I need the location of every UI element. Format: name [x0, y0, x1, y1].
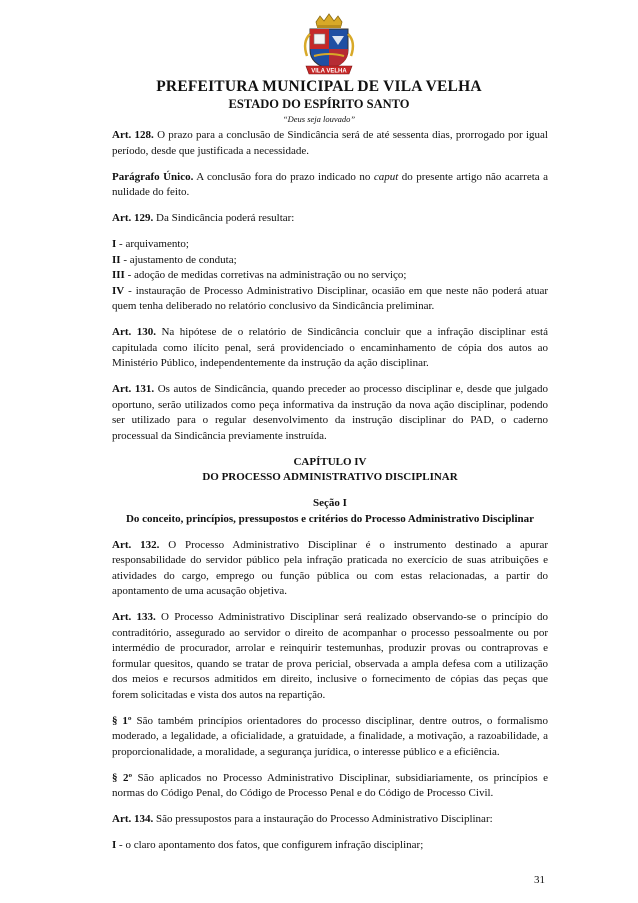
list-item: I - arquivamento;: [112, 238, 189, 250]
article-label: Art. 129.: [112, 212, 154, 224]
list-item: IV - instauração de Processo Administrativo Disciplinar, ocasião em que neste não poderá atuar quem tenha deliberado no relatório conclusivo da Sindicância preliminar.: [112, 284, 548, 312]
article-label: Art. 133.: [112, 611, 156, 623]
article-label: Art. 128.: [112, 129, 154, 141]
chapter-number: CAPÍTULO IV: [293, 455, 367, 468]
article-129: Art. 129. Da Sindicância poderá resultar:: [112, 212, 295, 224]
document-body: [112, 128, 548, 864]
paragraph-label: § 2º: [112, 771, 133, 784]
chapter-title: DO PROCESSO ADMINISTRATIVO DISCIPLINAR: [202, 471, 458, 483]
list-item: I - o claro apontamento dos fatos, que configurem infração disciplinar;: [112, 839, 424, 851]
paragrafo-unico: Parágrafo Único. A conclusão fora do prazo indicado no caput do presente artigo não acarreta a nulidade do feito.: [112, 170, 548, 198]
article-134: Art. 134. São pressupostos para a instauração do Processo Administrativo Disciplinar:: [112, 813, 493, 825]
article-133-paragraph-1: § 1º São também princípios orientadores do processo disciplinar, dentre outros, o formalismo moderado, a legalidade, a oficialidade, a gratuidade, a finalidade, a motivação, a razoabilidade, a proporcionalidade, a moralidade, a segurança jurídica, o interesse público e a eficiência.: [112, 714, 548, 758]
header-title: PREFEITURA MUNICIPAL DE VILA VELHA: [156, 78, 482, 95]
article-132: Art. 132. O Processo Administrativo Disciplinar é o instrumento destinado a apurar responsabilidade do servidor público pela infração praticada no exercício de suas atribuições e atividades do cargo, emprego ou função pública ou com estas relacionadas, a partir do apontamento de uma acusação objetiva.: [112, 538, 548, 597]
article-133: Art. 133. O Processo Administrativo Disciplinar será realizado observando-se o princípio do contraditório, assegurado ao servidor o direito de acompanhar o processo pessoalmente ou por intermédio de procurador, arrolar e reinquirir testemunhas, produzir provas ou contraprovas e formular quesitos, quando se tratar de prova pericial, observada a ampla defesa com a utilização dos meios e recursos admitidos em direito, inclusive o fornecimento de cópias das peças que forem solicitadas e vista dos autos na repartição.: [112, 611, 548, 701]
section-title: Do conceito, princípios, pressupostos e critérios do Processo Administrativo Disciplinar: [125, 512, 535, 525]
chapter-heading: [112, 455, 548, 486]
article-128: Art. 128. O prazo para a conclusão de Sindicância será de até sessenta dias, prorrogado por igual período, desde que justificada a necessidade.: [112, 129, 548, 157]
article-130: Art. 130. Na hipótese de o relatório de Sindicância concluir que a infração disciplinar está capitulada como ilícito penal, será providenciado o encaminhamento de cópia dos autos ao Ministério Público, independentemente da instrução da ação disciplinar.: [112, 326, 548, 369]
article-133-paragraph-2: § 2º São aplicados no Processo Administrativo Disciplinar, subsidiariamente, os princípios e normas do Código Penal, do Código de Processo Penal e do Código de Processo Civil.: [112, 771, 548, 799]
article-129-items: [112, 237, 548, 315]
list-item: III - adoção de medidas corretivas na administração ou no serviço;: [112, 269, 407, 281]
paragraph-label: Parágrafo Único.: [112, 170, 194, 183]
article-label: Art. 132.: [112, 538, 160, 551]
document-header: [0, 78, 638, 125]
section-number: Seção I: [313, 497, 347, 509]
section-heading: [112, 496, 548, 527]
header-subtitle: ESTADO DO ESPÍRITO SANTO: [228, 97, 410, 111]
list-item: II - ajustamento de conduta;: [112, 253, 237, 266]
article-label: Art. 134.: [112, 813, 154, 825]
municipal-crest-icon: [298, 12, 360, 76]
article-131: Art. 131. Os autos de Sindicância, quando preceder ao processo disciplinar e, desde que julgado oportuno, serão utilizados como peça informativa da instrução da nova ação disciplinar, podendo ser utilizado para o regular desenvolvimento da instrução disciplinar do PAD, o caderno processual da Sindicância previamente instruída.: [112, 383, 548, 442]
article-label: Art. 130.: [112, 326, 156, 338]
header-motto: “Deus seja louvado”: [282, 114, 356, 124]
page-number: 31: [534, 874, 545, 886]
svg-text:VILA VELHA: VILA VELHA: [311, 68, 347, 75]
article-label: Art. 131.: [112, 383, 155, 395]
paragraph-label: § 1º: [112, 714, 132, 727]
